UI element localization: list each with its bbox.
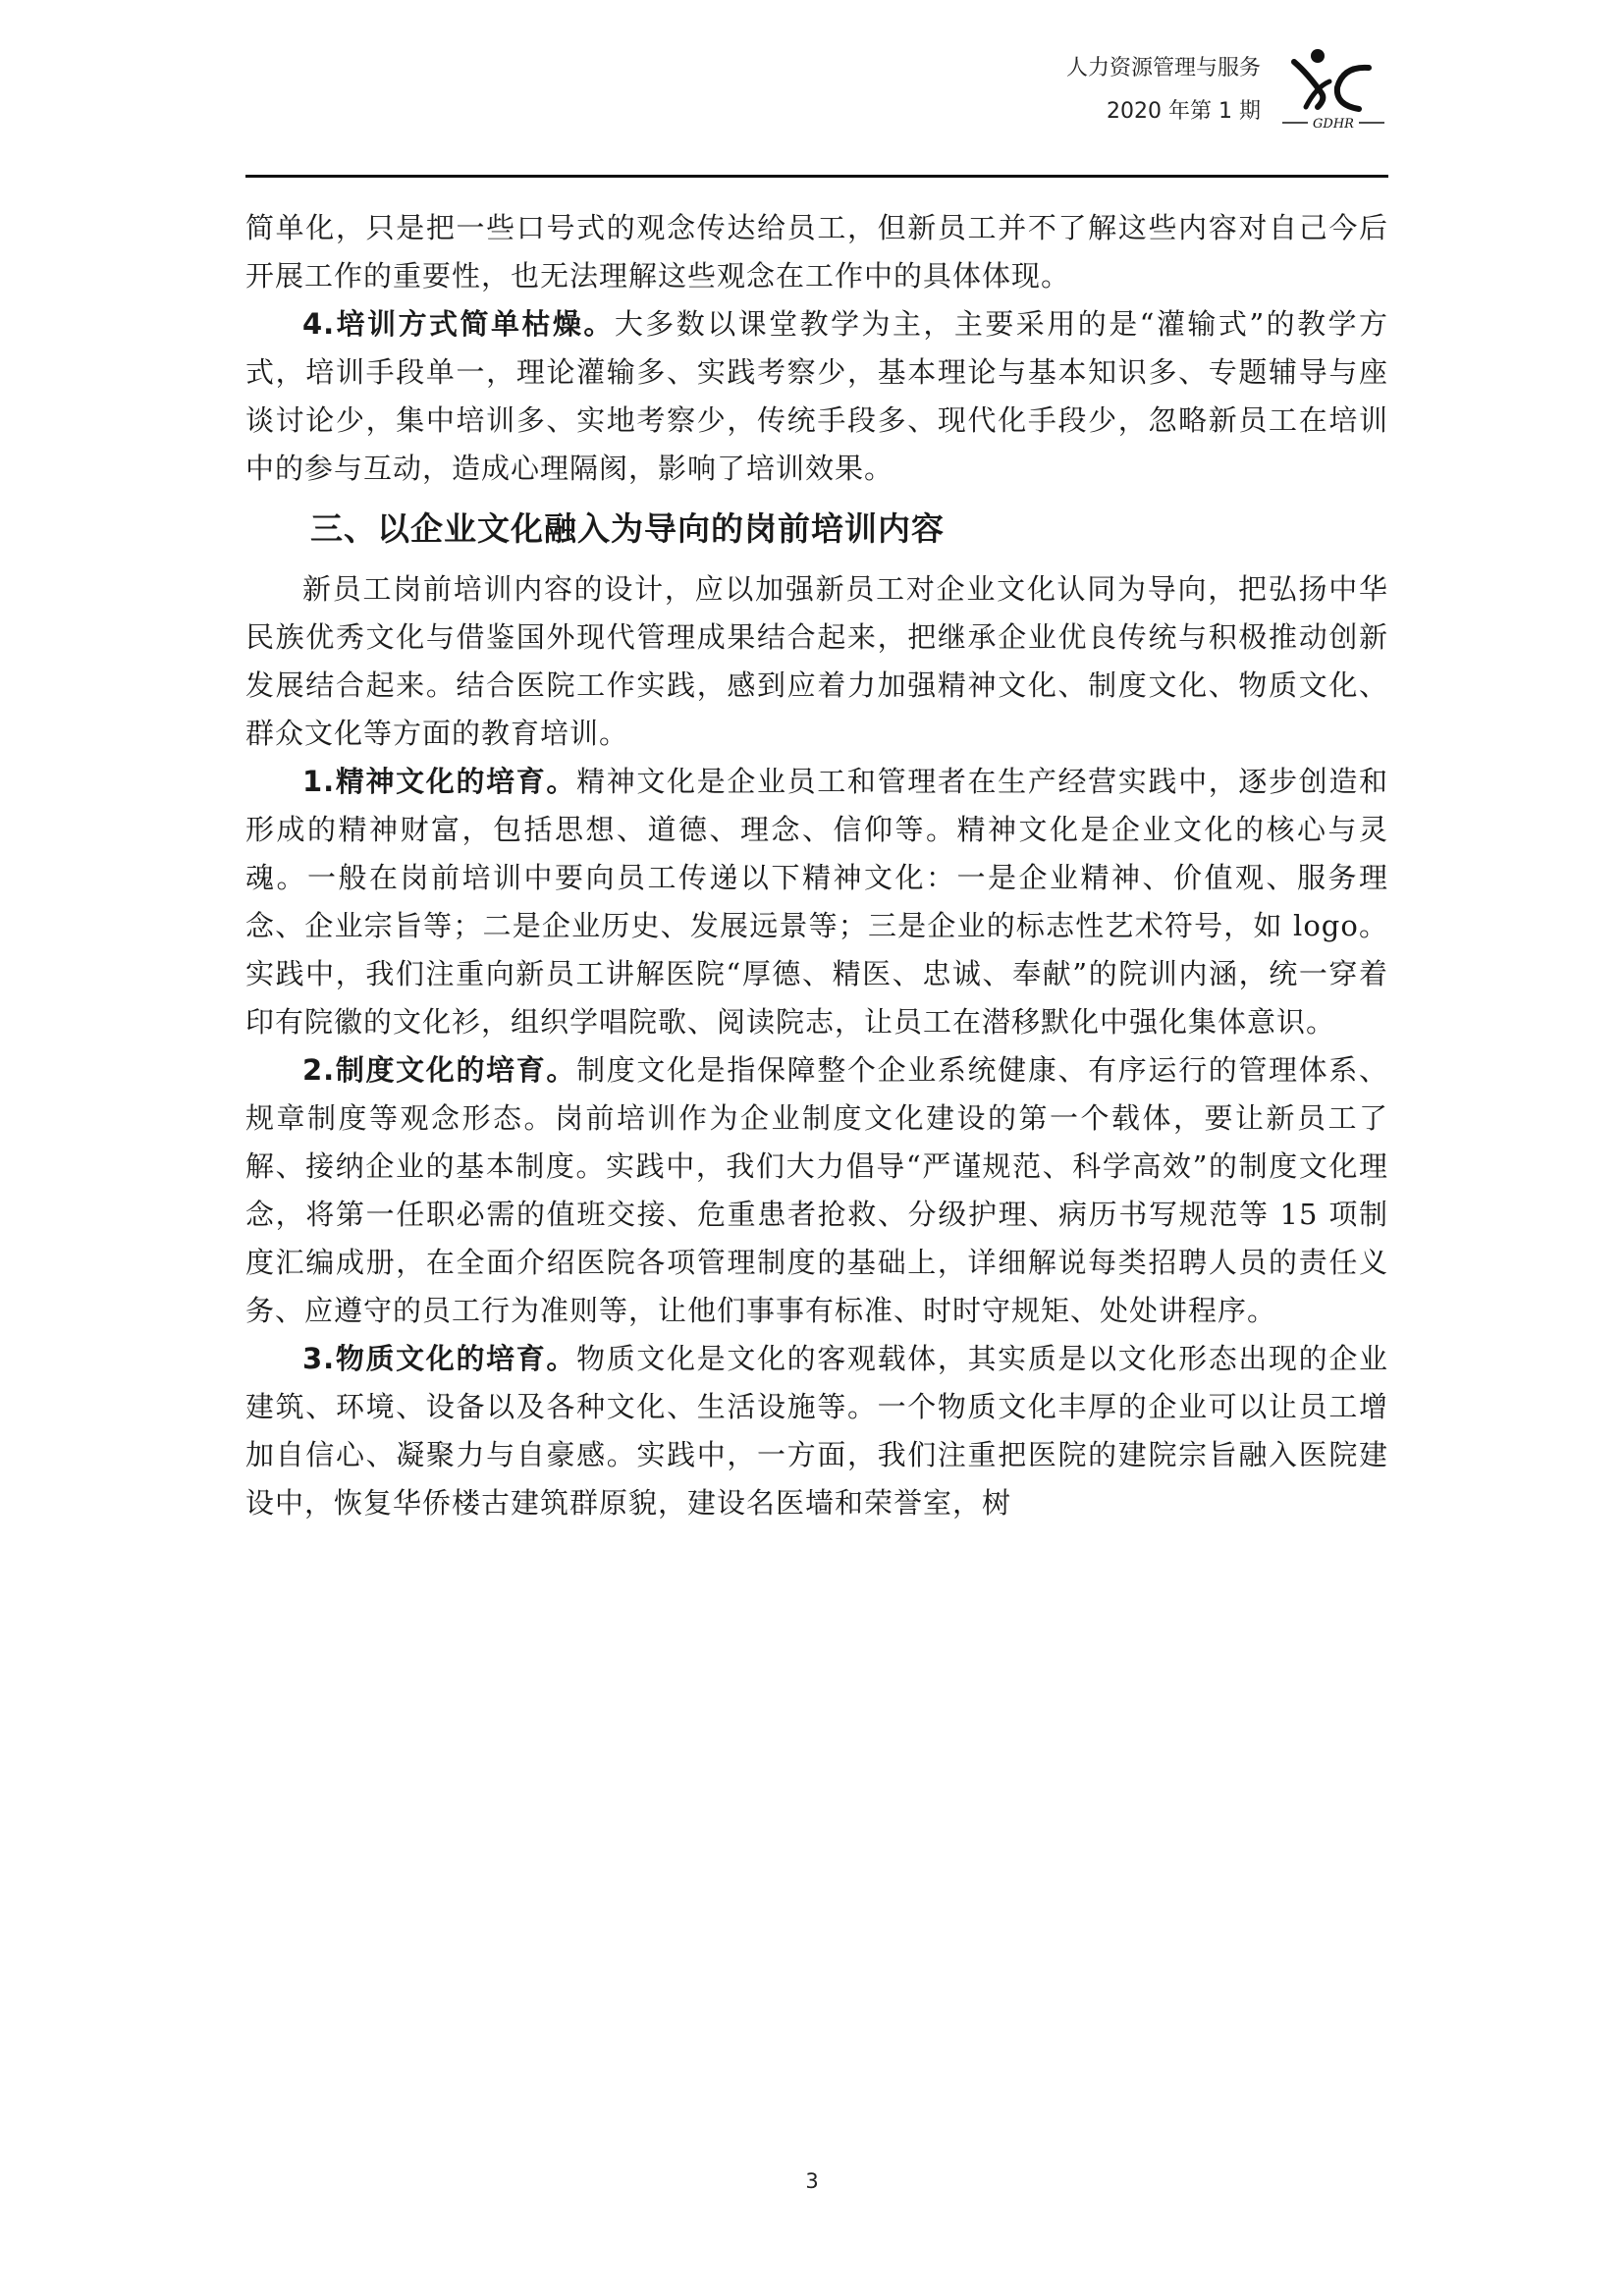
header-divider [245,175,1388,178]
journal-title: 人力资源管理与服务 [1065,56,1261,80]
paragraph-institutional-culture [245,1046,1388,1335]
paragraph-text: 大多数以课堂教学为主，主要采用的是“灌输式”的教学方式，培训手段单一，理论灌输多、实践考察少，基本理论与基本知识多、专题辅导与座谈讨论少，集中培训多、实地考察少，传统手段多、现代化手段少，忽略新员工在培训中的参与互动，造成心理隔阂，影响了培训效果。 [245,307,1388,485]
journal-info [1066,47,1261,133]
journal-issue: 2020 年第 1 期 [1107,99,1261,124]
paragraph-text: 物质文化是文化的客观载体，其实质是以文化形态出现的企业建筑、环境、设备以及各种文化、生活设施等。一个物质文化丰厚的企业可以让员工增加自信心、凝聚力与自豪感。实践中，一方面，我们注重把医院的建院宗旨融入医院建设中，恢复华侨楼古建筑群原貌，建设名医墙和荣誉室，树 [245,1342,1388,1520]
paragraph-continuation: 简单化，只是把一些口号式的观念传达给员工，但新员工并不了解这些内容对自己今后开展工作的重要性，也无法理解这些观念在工作中的具体体现。 [245,211,1388,293]
gdhr-logo [1278,44,1388,133]
page-header [245,39,1388,179]
article-body [245,204,1388,1527]
paragraph-text: 制度文化是指保障整个企业系统健康、有序运行的管理体系、规章制度等观念形态。岗前培训作为企业制度文化建设的第一个载体，要让新员工了解、接纳企业的基本制度。实践中，我们大力倡导“严谨规范、科学高效”的制度文化理念，将第一任职必需的值班交接、危重患者抢救、分级护理、病历书写规范等 15 项制度汇编成册，在全面介绍医院各项管理制度的基础上，详细解说每类招聘人员的责任义务、应遵守的员工行为准则等，让他们事事有标准、时时守规矩、处处讲程序。 [245,1053,1388,1327]
paragraph-spiritual-culture [245,758,1388,1046]
paragraph-text: 精神文化是企业员工和管理者在生产经营实践中，逐步创造和形成的精神财富，包括思想、道德、理念、信仰等。精神文化是企业文化的核心与灵魂。一般在岗前培训中要向员工传递以下精神文化：一是企业精神、价值观、服务理念、企业宗旨等；二是企业历史、发展远景等；三是企业的标志性艺术符号，如 logo。实践中，我们注重向新员工讲解医院“厚德、精医、忠诚、奉献”的院训内涵，统一穿着印有院徽的文化衫，组织学唱院歌、阅读院志，让员工在潜移默化中强化集体意识。 [245,765,1388,1039]
page-number: 3 [805,2169,819,2193]
paragraph-material-culture [245,1335,1388,1527]
paragraph-lead: 3.物质文化的培育。 [302,1342,577,1375]
paragraph-training-method [245,300,1388,493]
section-heading: 三、以企业文化融入为导向的岗前培训内容 [310,509,945,548]
paragraph-lead: 2.制度文化的培育。 [302,1053,577,1087]
paragraph-lead: 1.精神文化的培育。 [302,765,577,798]
logo-text: GDHR [1313,117,1354,132]
paragraph-intro: 新员工岗前培训内容的设计，应以加强新员工对企业文化认同为导向，把弘扬中华民族优秀文化与借鉴国外现代管理成果结合起来，把继承企业优良传统与积极推动创新发展结合起来。结合医院工作实践，感到应着力加强精神文化、制度文化、物质文化、群众文化等方面的教育培训。 [245,572,1388,750]
paragraph-lead: 4.培训方式简单枯燥。 [302,307,615,341]
